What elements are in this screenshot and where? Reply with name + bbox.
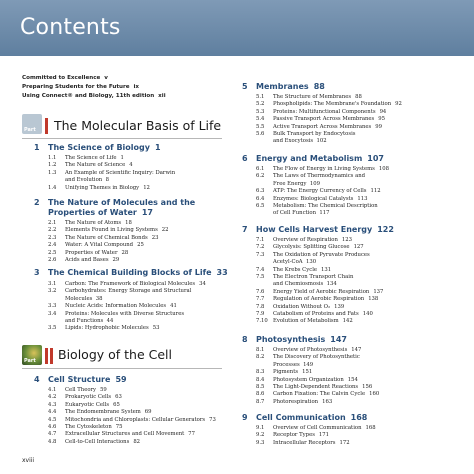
section-item[interactable]: 3.4 Proteins: Molecules with Diverse Structures bbox=[48, 310, 185, 317]
section-item[interactable]: 4.2 Prokaryotic Cells 63 bbox=[48, 394, 122, 401]
section-item[interactable]: 3.2 Carbohydrates: Energy Storage and Structural bbox=[48, 288, 192, 295]
chapter-3-sections bbox=[48, 281, 206, 333]
section-item[interactable]: 9.3 Intracellular Receptors 172 bbox=[256, 439, 350, 446]
section-item-continued[interactable]: Molecules 38 bbox=[65, 295, 103, 302]
section-item-continued[interactable]: and Exocytosis 102 bbox=[273, 138, 327, 145]
chapter-8-heading[interactable]: 8 Photosynthesis 147 bbox=[242, 335, 347, 344]
section-item[interactable]: 5.5 Active Transport Across Membranes 99 bbox=[256, 123, 383, 130]
section-item[interactable]: 2.1 The Nature of Atoms 18 bbox=[48, 220, 132, 226]
chapter-2-sections bbox=[48, 220, 169, 264]
chapter-5-sections bbox=[256, 94, 402, 146]
section-item[interactable]: 8.4 Photosystem Organization 154 bbox=[256, 376, 358, 383]
section-item[interactable]: 5.4 Passive Transport Across Membranes 95 bbox=[256, 116, 386, 123]
section-item[interactable]: 6.3 ATP: The Energy Currency of Cells 112 bbox=[256, 188, 381, 195]
section-item[interactable]: 8.7 Photorespiration 163 bbox=[256, 398, 333, 405]
section-item[interactable]: 7.3 The Oxidation of Pyruvate Produces bbox=[256, 251, 370, 258]
section-item-continued[interactable]: and Chemiosmosis 134 bbox=[273, 281, 337, 288]
section-item[interactable]: 2.4 Water: A Vital Compound 25 bbox=[48, 242, 144, 249]
section-item[interactable]: 4.1 Cell Theory 59 bbox=[48, 387, 107, 393]
section-item[interactable]: 5.3 Proteins: Multifunctional Components 94 bbox=[256, 108, 387, 115]
part-2-title[interactable]: Biology of the Cell bbox=[58, 347, 172, 362]
section-item-continued[interactable]: Processes 149 bbox=[273, 361, 314, 368]
section-item-continued[interactable]: and Functions 44 bbox=[65, 318, 114, 325]
section-item[interactable]: 6.5 Metabolism: The Chemical Description bbox=[256, 203, 378, 210]
page-title: Contents bbox=[20, 15, 121, 40]
header-bar bbox=[0, 0, 474, 56]
section-item[interactable]: 8.1 Overview of Photosynthesis 147 bbox=[256, 347, 362, 353]
section-item[interactable]: 1.2 The Nature of Science 4 bbox=[48, 162, 133, 169]
part-2-numeral-bar bbox=[50, 348, 53, 364]
section-item[interactable]: 6.4 Enzymes: Biological Catalysts 113 bbox=[256, 195, 368, 202]
chapter-3-heading[interactable]: 3 The Chemical Building Blocks of Life 33 bbox=[34, 268, 228, 277]
part-2-thumbnail: Part bbox=[22, 345, 42, 365]
chapter-2-heading[interactable]: 2 The Nature of Molecules and the Properties of Water 17 bbox=[34, 198, 196, 217]
section-item-continued[interactable]: Free Energy 109 bbox=[273, 180, 320, 187]
chapter-6-heading[interactable]: 6 Energy and Metabolism 107 bbox=[242, 154, 384, 163]
section-item[interactable]: 8.3 Pigments 151 bbox=[256, 369, 313, 376]
front-matter-item[interactable]: Preparing Students for the Future ix bbox=[22, 84, 140, 90]
chapter-5-heading[interactable]: 5 Membranes 88 bbox=[242, 82, 325, 91]
front-matter-item[interactable]: Using Connect® and Biology, 11th edition xii bbox=[22, 93, 166, 99]
section-item[interactable]: 9.1 Overview of Cell Communication 168 bbox=[256, 425, 376, 431]
part-1-numeral-bar bbox=[45, 118, 48, 134]
chapter-9-sections bbox=[256, 425, 376, 447]
section-item[interactable]: 4.5 Mitochondria and Chloroplasts: Cellular Generators 73 bbox=[48, 416, 216, 423]
section-item[interactable]: 7.2 Glycolysis: Splitting Glucose 127 bbox=[256, 244, 364, 251]
section-item[interactable]: 8.5 The Light-Dependent Reactions 156 bbox=[256, 384, 373, 391]
section-item[interactable]: 3.5 Lipids: Hydrophobic Molecules 53 bbox=[48, 325, 160, 332]
section-item[interactable]: 7.6 Energy Yield of Aerobic Respiration 137 bbox=[256, 288, 384, 295]
section-item[interactable]: 2.5 Properties of Water 28 bbox=[48, 249, 129, 256]
section-item[interactable]: 7.1 Overview of Respiration 123 bbox=[256, 237, 353, 243]
part-2-rule bbox=[22, 368, 222, 369]
chapter-7-sections bbox=[256, 237, 383, 326]
section-item[interactable]: 4.8 Cell-to-Cell Interactions 82 bbox=[48, 438, 141, 445]
section-item[interactable]: 7.10 Evolution of Metabolism 142 bbox=[256, 318, 353, 325]
chapter-8-sections bbox=[256, 347, 379, 406]
chapter-7-heading[interactable]: 7 How Cells Harvest Energy 122 bbox=[242, 225, 394, 234]
section-item[interactable]: 1.3 An Example of Scientific Inquiry: Darwin bbox=[48, 169, 176, 176]
section-item[interactable]: 4.6 The Cytoskeleton 75 bbox=[48, 424, 123, 431]
section-item-continued[interactable]: and Evolution 8 bbox=[65, 177, 109, 184]
section-item[interactable]: 4.7 Extracellular Structures and Cell Movement 77 bbox=[48, 431, 196, 438]
section-item[interactable]: 5.1 The Structure of Membranes 88 bbox=[256, 94, 362, 100]
part-2-numeral-bar bbox=[45, 348, 48, 364]
part-1-title[interactable]: The Molecular Basis of Life bbox=[54, 118, 222, 133]
section-item[interactable]: 4.3 Eukaryotic Cells 65 bbox=[48, 401, 120, 408]
section-item[interactable]: 5.6 Bulk Transport by Endocytosis bbox=[256, 131, 356, 138]
section-item[interactable]: 7.8 Oxidation Without O₂ 139 bbox=[256, 303, 345, 310]
section-item[interactable]: 9.2 Receptor Types 171 bbox=[256, 432, 330, 439]
page-number: xviii bbox=[22, 457, 35, 464]
section-item[interactable]: 2.3 The Nature of Chemical Bonds 23 bbox=[48, 234, 159, 241]
front-matter-item[interactable]: Committed to Excellence v bbox=[22, 75, 108, 81]
section-item-continued[interactable]: of Cell Function 117 bbox=[273, 210, 330, 217]
section-item[interactable]: 3.1 Carbon: The Framework of Biological Molecules 34 bbox=[48, 281, 206, 287]
chapter-9-heading[interactable]: 9 Cell Communication 168 bbox=[242, 413, 368, 422]
chapter-4-sections bbox=[48, 387, 216, 446]
part-1-rule bbox=[22, 138, 222, 139]
section-item[interactable]: 7.9 Catabolism of Proteins and Fats 140 bbox=[256, 311, 373, 318]
section-item[interactable]: 6.1 The Flow of Energy in Living Systems 108 bbox=[256, 166, 390, 172]
section-item[interactable]: 7.7 Regulation of Aerobic Respiration 138 bbox=[256, 296, 379, 303]
front-matter-list bbox=[22, 74, 222, 101]
part-1-thumbnail: Part bbox=[22, 114, 42, 134]
section-item[interactable]: 6.2 The Laws of Thermodynamics and bbox=[256, 173, 366, 180]
section-item[interactable]: 1.4 Unifying Themes in Biology 12 bbox=[48, 184, 150, 191]
section-item[interactable]: 7.4 The Krebs Cycle 131 bbox=[256, 266, 332, 273]
section-item[interactable]: 4.4 The Endomembrane System 69 bbox=[48, 409, 152, 416]
chapter-1-heading[interactable]: 1 The Science of Biology 1 bbox=[34, 143, 161, 152]
section-item[interactable]: 7.5 The Electron Transport Chain bbox=[256, 274, 354, 281]
section-item[interactable]: 1.1 The Science of Life 1 bbox=[48, 155, 124, 161]
chapter-6-sections bbox=[256, 166, 389, 218]
section-item-continued[interactable]: Acetyl-CoA 130 bbox=[273, 259, 317, 266]
section-item[interactable]: 2.2 Elements Found in Living Systems 22 bbox=[48, 227, 169, 234]
section-item[interactable]: 2.6 Acids and Bases 29 bbox=[48, 257, 120, 264]
chapter-1-sections bbox=[48, 155, 175, 192]
section-item[interactable]: 3.3 Nucleic Acids: Information Molecules 41 bbox=[48, 303, 177, 310]
section-item[interactable]: 8.2 The Discovery of Photosynthetic bbox=[256, 354, 360, 361]
section-item[interactable]: 8.6 Carbon Fixation: The Calvin Cycle 160 bbox=[256, 391, 380, 398]
section-item[interactable]: 5.2 Phospholipids: The Membrane's Foundation 92 bbox=[256, 101, 402, 108]
chapter-4-heading[interactable]: 4 Cell Structure 59 bbox=[34, 375, 127, 384]
